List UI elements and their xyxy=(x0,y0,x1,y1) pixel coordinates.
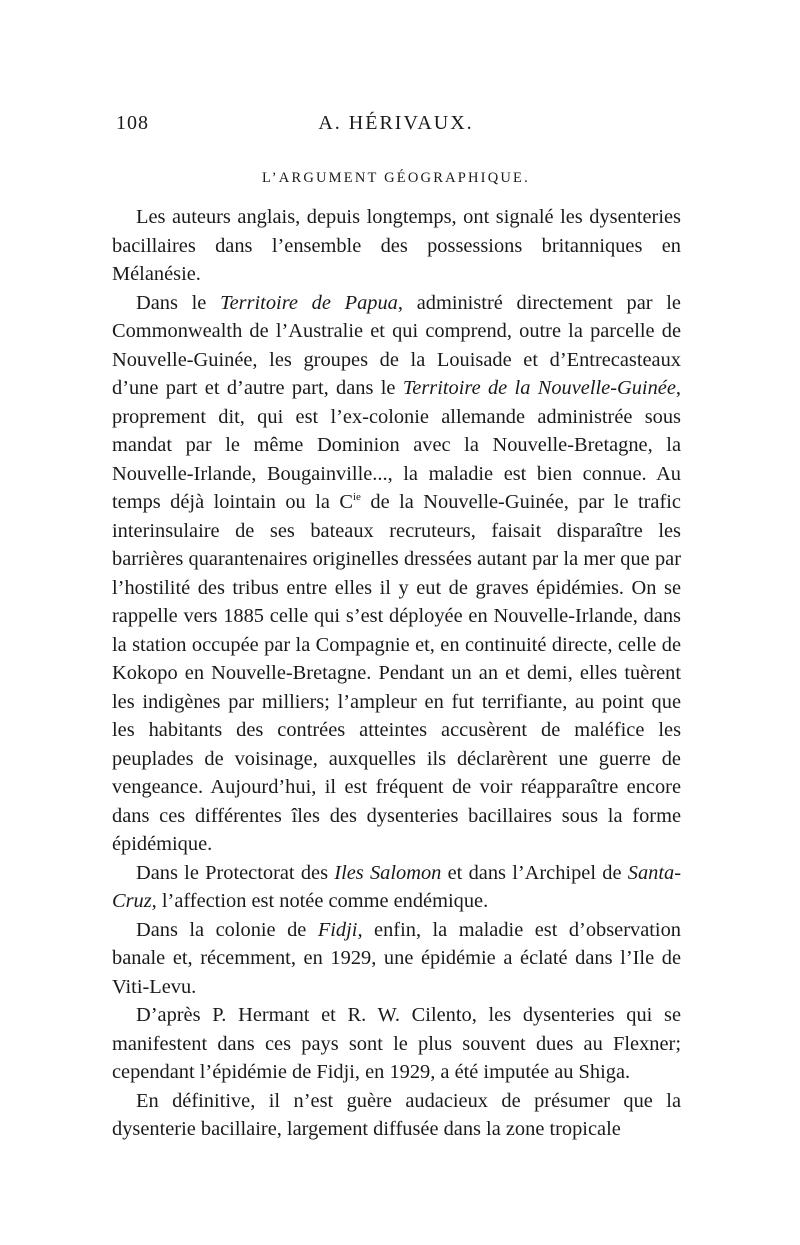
page-number: 108 xyxy=(116,112,149,134)
paragraph xyxy=(112,1001,681,1087)
body-text xyxy=(112,203,681,1144)
paragraph xyxy=(112,916,681,1002)
italic-place-name: Territoire de Papua xyxy=(220,291,398,314)
italic-place-name: Fidji, xyxy=(317,918,363,941)
italic-place-name: Iles Salomon xyxy=(334,861,442,884)
paragraph-text: , administré directement par le Commonwealth de l’Australie et qui comprend, outre la parcelle de Nouvelle-Guinée, les groupes de la Louisade et d’Entrecasteaux d’une part et d’autre part, dans le xyxy=(112,291,681,399)
running-head: A. HÉRIVAUX. xyxy=(318,112,474,134)
paragraph xyxy=(112,289,681,859)
paragraph-text: En définitive, il n’est guère audacieux de présumer que la dysenterie bacillaire, largement diffusée dans la zone tropicale xyxy=(112,1089,681,1140)
page-header xyxy=(112,112,680,140)
paragraph-text: enfin, la maladie est d’observation banale et, récemment, en 1929, une épidémie a éclaté dans l’Ile de Viti-Levu. xyxy=(112,918,681,998)
paragraph xyxy=(112,1087,681,1144)
paragraph-text: Dans le Protectorat des xyxy=(136,861,335,884)
paragraph xyxy=(112,859,681,916)
italic-place-name: Santa-Cruz, xyxy=(112,861,681,912)
paragraph-text: , proprement dit, qui est l’ex-colonie allemande administrée sous mandat par le même Dominion avec la Nouvelle-Bretagne, la Nouvelle-Irlande, Bougainville..., la maladie est bien connue. Au temps déjà lointain ou la C xyxy=(112,377,682,513)
paragraph-text: Dans le xyxy=(136,291,221,314)
paragraph-text: de la Nouvelle-Guinée, par le trafic interinsulaire de ses bateaux recruteurs, faisait disparaître les barrières quarantenaires originelles dressées autant par la mer que par l’hostilité des tribus entre elles il y eut de graves épidémies. On se rappelle vers 1885 celle qui s’est déployée en Nouvelle-Irlande, dans la station occupée par la Compagnie et, en continuité directe, celle de Kokopo en Nouvelle-Bretagne. Pendant un an et demi, elles tuèrent les indigènes par milliers; l’ampleur en fut terrifiante, au point que les habitants des contrées atteintes accusèrent de maléfice les peuplades de voisinage, auxquelles ils déclarèrent une guerre de vengeance. Aujourd’hui, il est fréquent de voir réapparaître encore dans ces différentes îles des dysenteries bacillaires sous la forme épidémique. xyxy=(112,491,681,855)
paragraph-text: D’après P. Hermant et R. W. Cilento, les dysenteries qui se manifestent dans ces pays sont le plus souvent dues au Flexner; cependant l’épidémie de Fidji, en 1929, a été imputée au Shiga. xyxy=(112,1004,681,1083)
paragraph-text: l’affection est notée comme endémique. xyxy=(156,890,489,912)
paragraph-text: et dans l’Archipel de xyxy=(441,861,628,884)
paragraph xyxy=(112,203,681,289)
section-title: L’ARGUMENT GÉOGRAPHIQUE. xyxy=(262,170,530,186)
superscript-abbrev: ie xyxy=(353,491,361,504)
paragraph-text: Dans la colonie de xyxy=(136,918,318,941)
paragraph-text: Les auteurs anglais, depuis longtemps, ont signalé les dysenteries bacillaires dans l’ensemble des possessions britanniques en Mélanésie. xyxy=(112,206,681,285)
italic-place-name: Territoire de la Nouvelle-Guinée xyxy=(402,377,676,399)
